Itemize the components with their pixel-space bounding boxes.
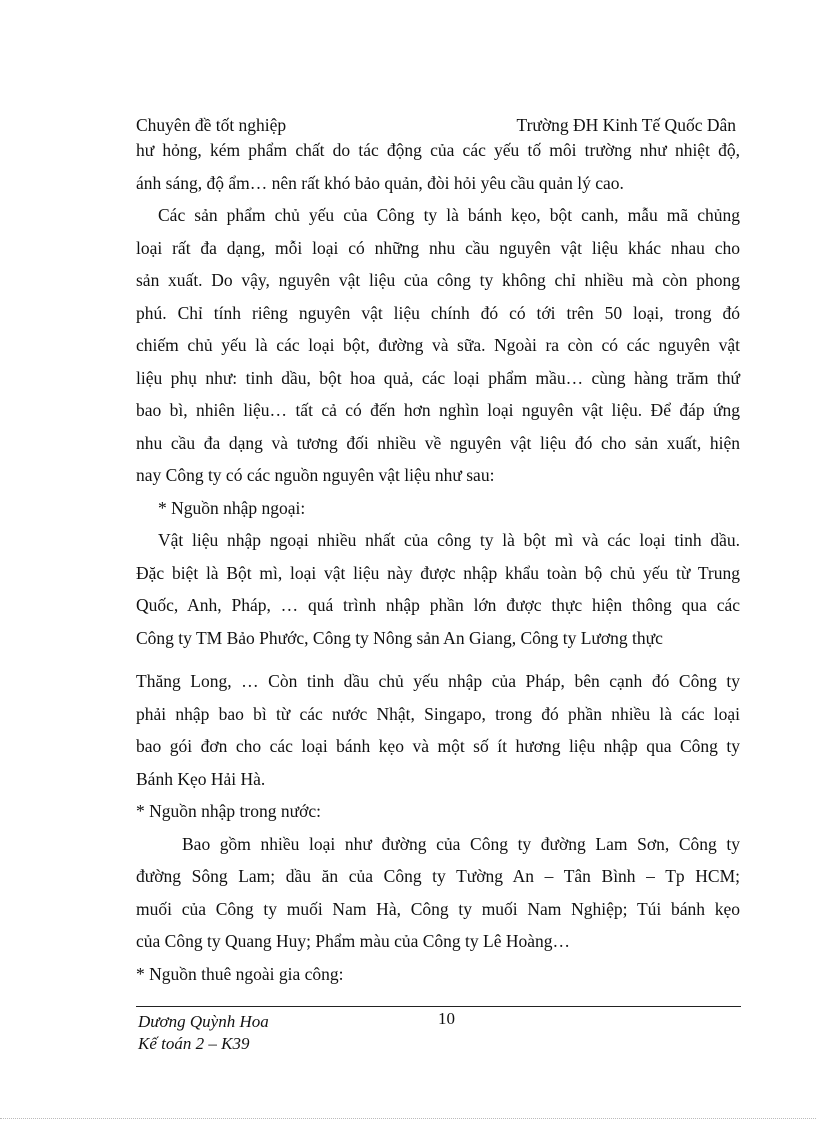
text-line: Công ty TM Bảo Phước, Công ty Nông sản An Giang, Công ty Lương thực bbox=[136, 627, 663, 648]
text-line: Đặc biệt là Bột mì, loại vật liệu này được nhập khẩu toàn bộ chủ yếu từ Trung bbox=[136, 562, 740, 583]
header-right-title: Trường ĐH Kinh Tế Quốc Dân bbox=[516, 115, 736, 135]
text-line: Các sản phẩm chủ yếu của Công ty là bánh kẹo, bột canh, mẫu mã chủng bbox=[158, 205, 740, 225]
body-text-section-2 bbox=[136, 665, 740, 990]
text-line: Vật liệu nhập ngoại nhiều nhất của công ty là bột mì và các loại tinh dầu. bbox=[158, 530, 740, 550]
footer-divider bbox=[136, 1006, 741, 1007]
text-line: muối của Công ty muối Nam Hà, Công ty muối Nam Nghiệp; Túi bánh kẹo bbox=[136, 898, 740, 919]
subheading-outsourcing-source: * Nguồn thuê ngoài gia công: bbox=[136, 963, 344, 984]
subheading-foreign-source: * Nguồn nhập ngoại: bbox=[158, 497, 306, 518]
page-bottom-border bbox=[0, 1118, 816, 1119]
text-line: đường Sông Lam; dầu ăn của Công ty Tường An – Tân Bình – Tp HCM; bbox=[136, 866, 740, 886]
text-line: Quốc, Anh, Pháp, … quá trình nhập phần lớn được thực hiện thông qua các bbox=[136, 595, 740, 615]
text-line: phú. Chỉ tính riêng nguyên vật liệu chính đó có tới trên 50 loại, trong đó bbox=[136, 302, 740, 323]
text-line: bao gói đơn cho các loại bánh kẹo và một số ít hương liệu nhập qua Công ty bbox=[136, 736, 740, 756]
text-line: phải nhập bao bì từ các nước Nhật, Singapo, trong đó phần nhiều là các loại bbox=[136, 703, 740, 724]
text-line: loại rất đa dạng, mỗi loại có những nhu cầu nguyên vật liệu khác nhau cho bbox=[136, 237, 740, 258]
text-line: nhu cầu đa dạng và tương đối nhiều về nguyên vật liệu đó cho sản xuất, hiện bbox=[136, 432, 740, 453]
footer-author: Dương Quỳnh Hoa bbox=[138, 1012, 269, 1031]
page-number: 10 bbox=[438, 1009, 455, 1028]
text-line: Thăng Long, … Còn tinh dầu chủ yếu nhập của Pháp, bên cạnh đó Công ty bbox=[136, 671, 740, 691]
header-left-title: Chuyên đề tốt nghiệp bbox=[136, 115, 287, 135]
text-line: của Công ty Quang Huy; Phẩm màu của Công ty Lê Hoàng… bbox=[136, 931, 571, 951]
footer-class: Kế toán 2 – K39 bbox=[138, 1034, 250, 1053]
text-line: bao bì, nhiên liệu… tất cả có đến hơn nghìn loại nguyên vật liệu. Để đáp ứng bbox=[136, 400, 740, 420]
text-line: hư hỏng, kém phẩm chất do tác động của các yếu tố môi trường như nhiệt độ, bbox=[136, 140, 740, 160]
text-line: chiếm chủ yếu là các loại bột, đường và sữa. Ngoài ra còn có các nguyên vật bbox=[136, 335, 740, 355]
text-line: sản xuất. Do vậy, nguyên vật liệu của công ty không chỉ nhiều mà còn phong bbox=[136, 270, 740, 290]
text-line: Bao gồm nhiều loại như đường của Công ty đường Lam Sơn, Công ty bbox=[182, 833, 740, 854]
text-line: Bánh Kẹo Hải Hà. bbox=[136, 768, 266, 789]
text-line: nay Công ty có các nguồn nguyên vật liệu như sau: bbox=[136, 465, 495, 485]
subheading-domestic-source: * Nguồn nhập trong nước: bbox=[136, 801, 321, 821]
text-line: ánh sáng, độ ẩm… nên rất khó bảo quản, đòi hỏi yêu cầu quản lý cao. bbox=[136, 172, 624, 193]
text-line: liệu phụ như: tinh dầu, bột hoa quả, các loại phẩm mầu… cùng hàng trăm thứ bbox=[136, 367, 740, 388]
body-text-section-1 bbox=[136, 134, 740, 654]
